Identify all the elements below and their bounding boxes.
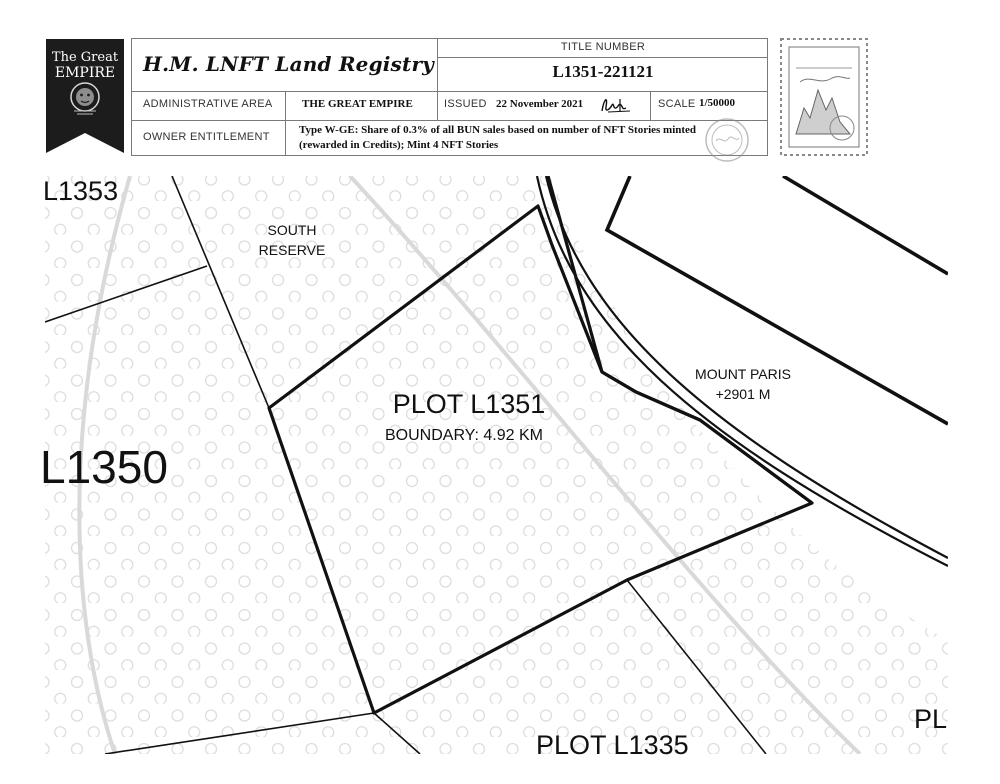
issued-date: 22 November 2021 — [496, 98, 584, 110]
plot-l1335-label: PLOT L1335 — [536, 730, 689, 760]
registry-title: H.M. LNFT Land Registry — [143, 52, 435, 76]
south-reserve-label-line1: SOUTH — [267, 222, 317, 238]
scale-value: 1/50000 — [699, 97, 736, 109]
administrative-area-value: THE GREAT EMPIRE — [302, 98, 413, 110]
owner-entitlement-label: OWNER ENTITLEMENT — [143, 131, 270, 143]
title-number-value: L1351-221121 — [552, 62, 654, 81]
plot-l1350-label: L1350 — [40, 441, 168, 493]
round-seal-icon — [704, 117, 750, 163]
empire-ribbon-logo — [46, 39, 124, 153]
south-reserve-label-line2: RESERVE — [258, 242, 326, 258]
dotted-terrain — [45, 176, 948, 754]
plot-title: PLOT L1351 — [392, 389, 546, 419]
issued-label: ISSUED — [444, 98, 487, 110]
postage-stamp-icon — [780, 38, 868, 156]
ribbon-line2: EMPIRE — [54, 65, 116, 81]
plot-l1353-label: L1353 — [43, 176, 119, 206]
owner-entitlement-value: Type W-GE: Share of 0.3% of all BUN sales based on number of NFT Stories minted (rewarded in Credits); Mint 4 NFT Stories — [299, 124, 697, 151]
scale-label: SCALE — [658, 98, 696, 110]
mount-paris-elevation: +2901 M — [715, 386, 771, 402]
ribbon-line1: The Great — [51, 50, 119, 65]
plot-map — [45, 176, 948, 754]
mount-paris-label: MOUNT PARIS — [695, 366, 791, 382]
signature-icon — [596, 93, 636, 117]
administrative-area-label: ADMINISTRATIVE AREA — [143, 98, 273, 110]
north-plot-boundary — [783, 176, 948, 274]
plot-boundary-length: BOUNDARY: 4.92 KM — [385, 427, 543, 444]
title-number-label: TITLE NUMBER — [560, 41, 646, 53]
plot-edge-label: PL — [914, 704, 948, 734]
